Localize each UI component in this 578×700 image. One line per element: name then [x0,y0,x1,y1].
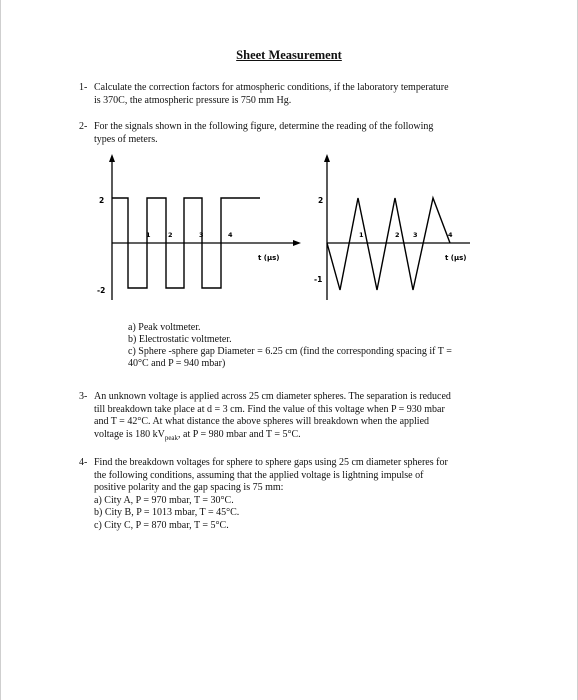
question-line: For the signals shown in the following figure, determine the reading of the following [94,121,434,132]
question-body [94,391,519,444]
question-line: and T = 42°C. At what distance the above spheres will breakdown when the applied [94,416,430,427]
question-number: 4- [79,457,88,468]
tick-label: 3 [413,231,418,239]
y-top-label: 2 [318,196,324,205]
option-sphere-gap: c) Sphere -sphere gap Diameter = 6.25 cm (find the corresponding spacing if T = [128,346,452,357]
triangle-wave [327,198,450,290]
question-body [94,82,519,107]
question-line: the following conditions, assuming that the applied voltage is lightning impulse of [94,469,424,481]
city-b-item: b) City B, P = 1013 mbar, T = 45°C. [94,507,240,518]
question-2-options [128,322,528,370]
document-title: Sheet Measurement [236,48,342,62]
y-top-label: 2 [99,196,105,205]
question-line [94,429,519,445]
signal-figure [90,150,470,315]
question-body [94,121,519,146]
y-axis-arrow [109,154,115,162]
x-axis-label: t (μs) [445,254,467,262]
option-sphere-gap-cont: 40°C and P = 940 mbar) [128,358,226,369]
square-wave-graph [97,154,301,300]
tick-label: 4 [448,231,453,239]
tick-label: 4 [228,231,233,239]
triangle-wave-graph [314,154,470,300]
question-1 [79,82,519,107]
voltage-text: voltage is 180 kV [94,428,165,440]
tick-label: 1 [359,231,364,239]
tick-label: 1 [146,231,151,239]
peak-subscript: peak [164,433,179,442]
question-line: types of meters. [94,133,158,145]
question-line: till breakdown take place at d = 3 cm. Find the value of this voltage when P = 930 mbar [94,403,445,415]
question-2 [79,121,519,146]
question-3 [79,391,519,444]
tick-label: 2 [168,231,173,239]
question-line: An unknown voltage is applied across 25 cm diameter spheres. The separation is reduced [94,391,451,402]
x-axis-label: t (μs) [258,254,280,262]
question-line: positive polarity and the gap spacing is 75 mm: [94,482,284,493]
question-line: is 370C, the atmospheric pressure is 750 mm Hg. [94,94,292,106]
question-number: 3- [79,391,88,402]
question-line: Find the breakdown voltages for sphere to sphere gaps using 25 cm diameter spheres for [94,457,448,468]
question-number: 1- [79,82,88,93]
x-axis-arrow [293,240,301,246]
conditions-text: , at P = 980 mbar and T = 5°C. [178,428,301,440]
tick-label: 2 [395,231,400,239]
option-electrostatic-voltmeter: b) Electrostatic voltmeter. [128,334,232,345]
y-axis-arrow [324,154,330,162]
y-bottom-label: -1 [314,275,323,284]
y-bottom-label: -2 [97,286,106,295]
tick-label: 3 [199,231,204,239]
question-number: 2- [79,121,88,132]
question-body [94,457,519,532]
question-line: Calculate the correction factors for atmospheric conditions, if the laboratory temperature [94,82,449,93]
city-c-item: c) City C, P = 870 mbar, T = 5°C. [94,519,229,531]
question-4 [79,457,519,532]
city-a-item: a) City A, P = 970 mbar, T = 30°C. [94,494,234,506]
option-peak-voltmeter: a) Peak voltmeter. [128,322,201,333]
